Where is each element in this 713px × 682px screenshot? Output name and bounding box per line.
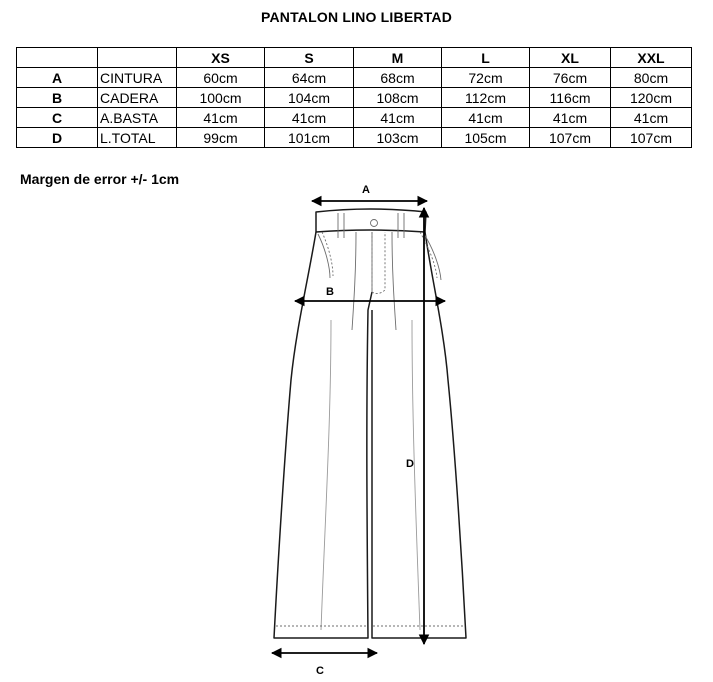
table-cell: 105cm — [442, 128, 530, 148]
table-cell: 60cm — [177, 68, 265, 88]
table-cell: 80cm — [611, 68, 692, 88]
table-cell: 41cm — [530, 108, 611, 128]
row-measure-name: CINTURA — [98, 68, 177, 88]
table-cell: 100cm — [177, 88, 265, 108]
row-code: D — [17, 128, 98, 148]
measurement-lines — [272, 201, 445, 653]
table-cell: 41cm — [611, 108, 692, 128]
row-code: A — [17, 68, 98, 88]
header-cell-m: M — [354, 48, 442, 68]
table-cell: 64cm — [265, 68, 354, 88]
label-a: A — [362, 184, 370, 196]
table-cell: 41cm — [442, 108, 530, 128]
row-code: C — [17, 108, 98, 128]
header-cell-xs: XS — [177, 48, 265, 68]
table-cell: 107cm — [530, 128, 611, 148]
right-leg — [372, 232, 466, 638]
header-cell-xxl: XXL — [611, 48, 692, 68]
label-b: B — [326, 286, 334, 298]
table-cell: 76cm — [530, 68, 611, 88]
table-cell: 72cm — [442, 68, 530, 88]
header-cell-l: L — [442, 48, 530, 68]
pants-outline — [274, 209, 466, 638]
table-cell: 116cm — [530, 88, 611, 108]
row-measure-name: L.TOTAL — [98, 128, 177, 148]
header-cell-s: S — [265, 48, 354, 68]
table-cell: 103cm — [354, 128, 442, 148]
row-measure-name: A.BASTA — [98, 108, 177, 128]
error-margin-note: Margen de error +/- 1cm — [20, 171, 180, 187]
table-cell: 112cm — [442, 88, 530, 108]
header-cell-xl: XL — [530, 48, 611, 68]
page-title: PANTALON LINO LIBERTAD — [260, 9, 453, 25]
table-cell: 108cm — [354, 88, 442, 108]
row-code: B — [17, 88, 98, 108]
table-cell: 120cm — [611, 88, 692, 108]
row-measure-name: CADERA — [98, 88, 177, 108]
table-cell: 107cm — [611, 128, 692, 148]
table-cell: 41cm — [177, 108, 265, 128]
label-c: C — [316, 665, 324, 677]
table-cell: 101cm — [265, 128, 354, 148]
table-cell: 41cm — [354, 108, 442, 128]
table-cell: 99cm — [177, 128, 265, 148]
table-cell: 41cm — [265, 108, 354, 128]
table-cell: 104cm — [265, 88, 354, 108]
table-cell: 68cm — [354, 68, 442, 88]
label-d: D — [406, 458, 414, 470]
pants-details — [276, 213, 465, 630]
